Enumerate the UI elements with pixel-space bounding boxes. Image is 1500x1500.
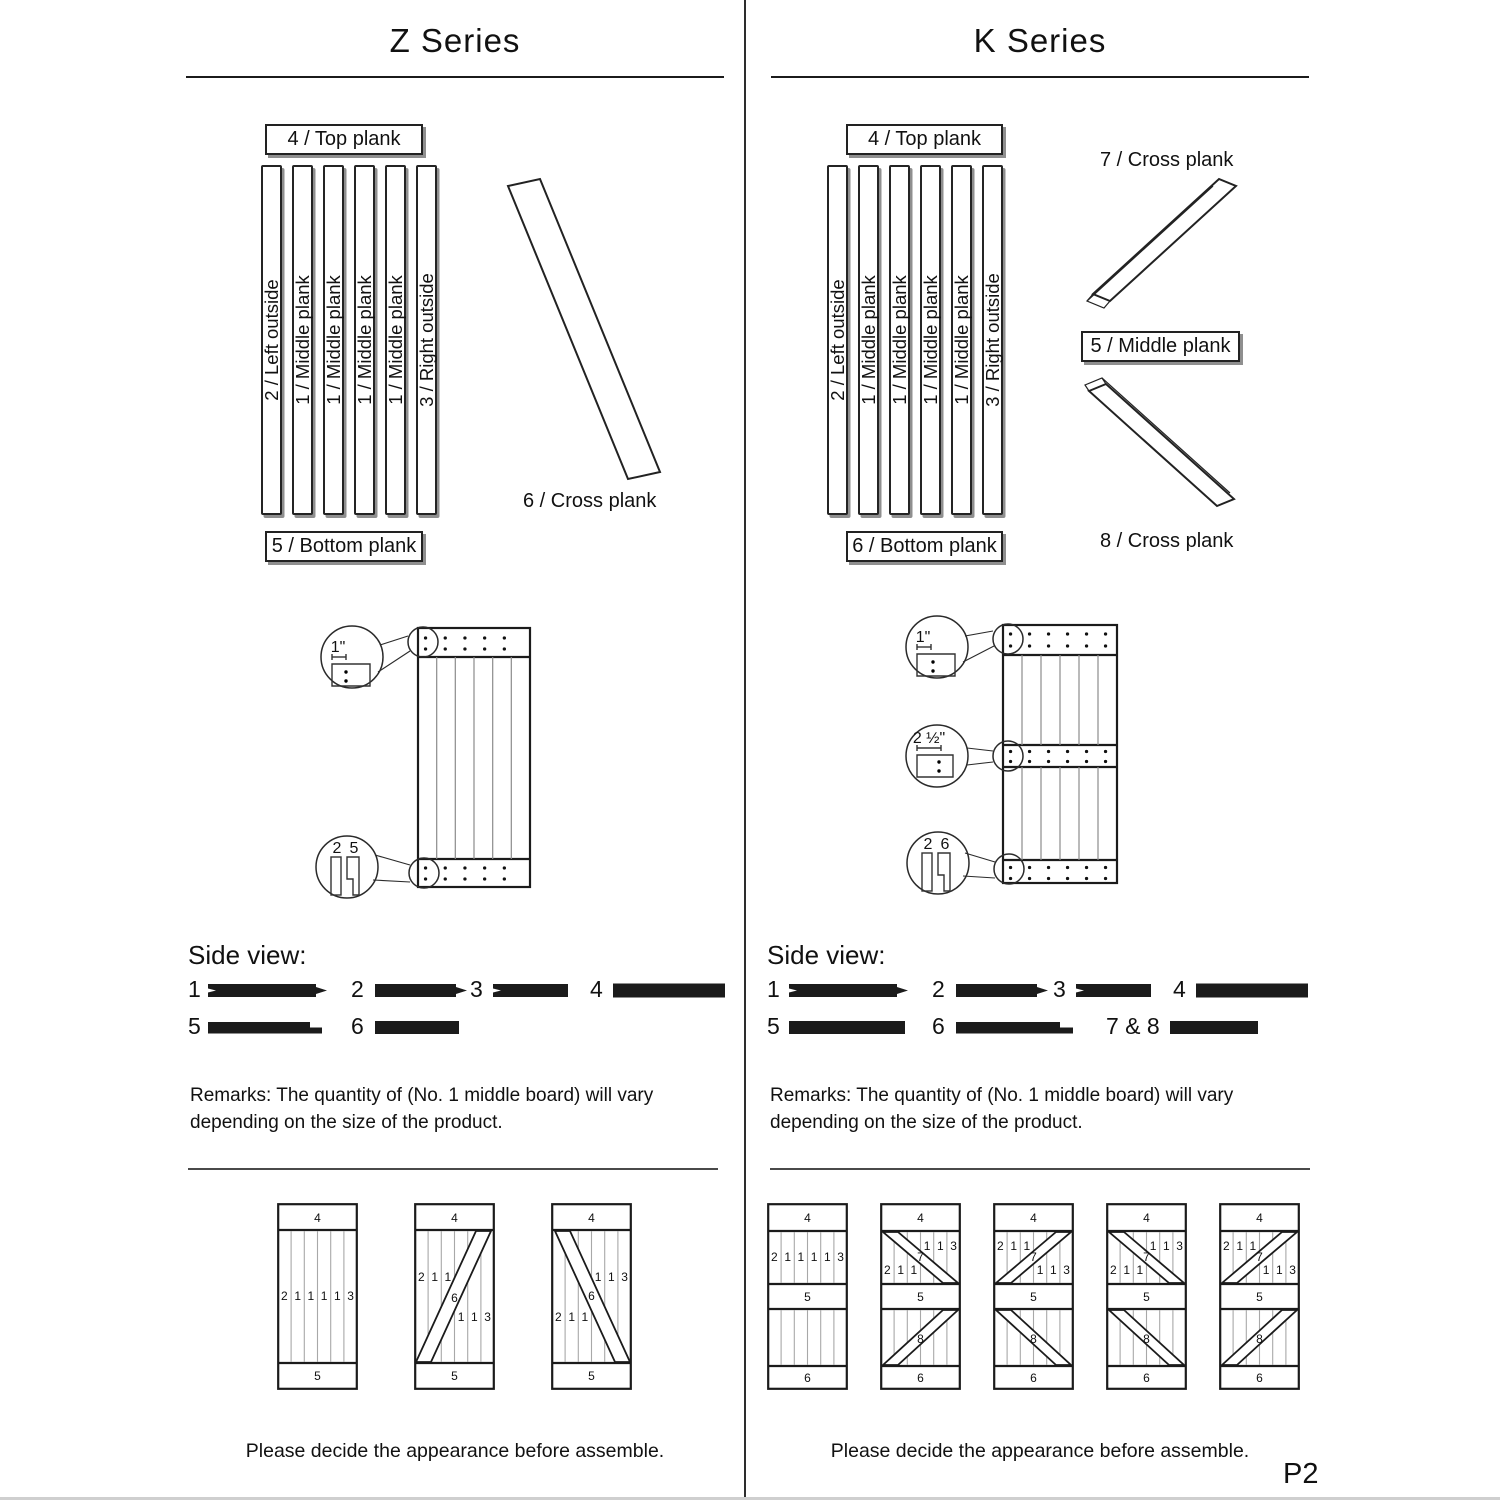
k-profile-3 (1075, 982, 1153, 999)
svg-text:2: 2 (281, 1289, 288, 1303)
k-plank-middle-4 (951, 165, 972, 515)
svg-text:5: 5 (451, 1369, 458, 1383)
svg-text:3: 3 (950, 1239, 957, 1253)
svg-text:6: 6 (940, 836, 950, 853)
svg-text:1: 1 (307, 1289, 315, 1303)
k-profile-4 (1195, 982, 1309, 999)
svg-text:2: 2 (332, 840, 342, 857)
z-detail-top-gap (331, 639, 370, 686)
k-cross-plank-7-diagram (1083, 176, 1238, 321)
svg-text:1: 1 (1162, 1239, 1170, 1253)
z-side-view-num-6: 6 (351, 1013, 364, 1039)
svg-text:1: 1 (607, 1270, 615, 1284)
svg-text:3: 3 (1176, 1239, 1183, 1253)
svg-text:4: 4 (314, 1211, 321, 1225)
svg-text:4: 4 (804, 1211, 811, 1225)
z-profile-5 (207, 1019, 325, 1036)
svg-text:8: 8 (917, 1332, 924, 1346)
svg-text:4: 4 (917, 1211, 924, 1225)
svg-text:6: 6 (804, 1371, 811, 1385)
svg-text:3: 3 (621, 1270, 628, 1284)
svg-text:1: 1 (936, 1239, 944, 1253)
k-side-view-num-2: 2 (932, 976, 945, 1002)
svg-text:2 ½": 2 ½" (912, 730, 946, 747)
svg-text:1: 1 (797, 1250, 805, 1264)
svg-text:4: 4 (1030, 1211, 1037, 1225)
svg-text:7: 7 (1256, 1250, 1263, 1264)
z-plank-right-outside (416, 165, 437, 515)
k-door-options (767, 1203, 1300, 1390)
z-detail-bottom-joint (331, 840, 359, 895)
svg-text:2: 2 (771, 1250, 778, 1264)
svg-text:1: 1 (1010, 1239, 1018, 1253)
z-plank-middle-2 (323, 165, 344, 515)
svg-text:1: 1 (431, 1270, 439, 1284)
k-detail-middle-gap (913, 730, 953, 777)
svg-text:1: 1 (1036, 1263, 1044, 1277)
z-profile-2 (374, 982, 468, 999)
k-middle-plank-label: 5 / Middle plank (1081, 331, 1240, 362)
svg-text:1: 1 (923, 1239, 931, 1253)
svg-text:1: 1 (294, 1289, 302, 1303)
svg-text:7: 7 (917, 1250, 924, 1264)
k-door-option-up-down (993, 1203, 1074, 1390)
svg-text:1: 1 (1136, 1263, 1144, 1277)
svg-text:5: 5 (917, 1290, 924, 1304)
k-plank-set (827, 165, 1003, 515)
z-plank-label: 2 / Left outside (260, 279, 282, 401)
svg-text:2: 2 (884, 1263, 891, 1277)
z-plank-middle-1 (292, 165, 313, 515)
z-plank-middle-4 (385, 165, 406, 515)
svg-text:1: 1 (1262, 1263, 1270, 1277)
z-plank-left-outside (261, 165, 282, 515)
svg-text:8: 8 (1030, 1332, 1037, 1346)
svg-text:6: 6 (451, 1291, 458, 1305)
k-side-view-num-1: 1 (767, 976, 780, 1002)
k-plank-middle-2 (889, 165, 910, 515)
svg-text:2: 2 (555, 1310, 562, 1324)
z-plank-label: 1 / Middle plank (291, 275, 313, 405)
svg-text:1: 1 (897, 1263, 905, 1277)
k-title-underline (771, 76, 1309, 78)
z-door-options (277, 1203, 632, 1390)
z-plank-middle-3 (354, 165, 375, 515)
k-cross-plank-7-label: 7 / Cross plank (1100, 149, 1234, 171)
svg-text:1: 1 (470, 1310, 478, 1324)
z-cross-plank-label: 6 / Cross plank (523, 490, 657, 512)
column-divider (744, 0, 746, 1497)
z-profile-4 (612, 982, 726, 999)
svg-text:1: 1 (1023, 1239, 1031, 1253)
svg-text:8: 8 (1143, 1332, 1150, 1346)
k-remarks: Remarks: The quantity of (No. 1 middle board) will vary depending on the size of the product. (770, 1085, 1234, 1133)
svg-text:1: 1 (1149, 1239, 1157, 1253)
z-side-view-num-2: 2 (351, 976, 364, 1002)
k-detail-top-gap (916, 629, 955, 676)
z-profile-1 (207, 982, 329, 999)
svg-text:5: 5 (1256, 1290, 1263, 1304)
svg-text:6: 6 (1256, 1371, 1263, 1385)
z-side-view-num-4: 4 (590, 976, 603, 1002)
svg-text:2: 2 (1223, 1239, 1230, 1253)
z-plank-label: 1 / Middle plank (322, 275, 344, 405)
k-series-column (745, 0, 1500, 1500)
k-profile-2 (955, 982, 1049, 999)
k-profile-5 (788, 1019, 906, 1036)
k-side-view-heading: Side view: (767, 940, 886, 970)
k-assembly-diagram (895, 612, 1180, 904)
k-cross-plank-8-diagram (1083, 371, 1238, 516)
svg-text:1: 1 (594, 1270, 602, 1284)
k-plank-label: 3 / Right outside (981, 273, 1003, 407)
z-series-title: Z Series (389, 22, 521, 59)
svg-text:3: 3 (484, 1310, 491, 1324)
k-door-option-plain (767, 1203, 848, 1390)
z-side-view-num-5: 5 (188, 1013, 201, 1039)
svg-text:6: 6 (1143, 1371, 1150, 1385)
k-bottom-plank-label: 6 / Bottom plank (846, 531, 1003, 562)
z-door-option-diagonal-up (414, 1203, 495, 1390)
k-plank-label: 1 / Middle plank (888, 275, 910, 405)
svg-text:5: 5 (1143, 1290, 1150, 1304)
k-side-view-num-6: 6 (932, 1013, 945, 1039)
k-plank-label: 1 / Middle plank (919, 275, 941, 405)
k-door-option-down-down (1106, 1203, 1187, 1390)
k-door-option-up-up (1219, 1203, 1300, 1390)
svg-text:1: 1 (1236, 1239, 1244, 1253)
svg-text:1: 1 (444, 1270, 452, 1284)
z-series-column (0, 0, 745, 1500)
svg-text:8: 8 (1256, 1332, 1263, 1346)
k-profile-78 (1169, 1019, 1259, 1036)
k-plank-label: 1 / Middle plank (950, 275, 972, 405)
svg-text:1: 1 (810, 1250, 818, 1264)
z-plank-label: 1 / Middle plank (384, 275, 406, 405)
svg-text:6: 6 (588, 1289, 595, 1303)
svg-text:1: 1 (568, 1310, 576, 1324)
k-profile-1 (788, 982, 910, 999)
svg-text:1: 1 (320, 1289, 328, 1303)
k-plank-right-outside (982, 165, 1003, 515)
svg-text:1: 1 (1123, 1263, 1131, 1277)
svg-text:1: 1 (784, 1250, 792, 1264)
k-section-divider (770, 1168, 1310, 1170)
svg-text:3: 3 (347, 1289, 354, 1303)
k-plank-middle-1 (858, 165, 879, 515)
svg-text:5: 5 (588, 1369, 595, 1383)
z-section-divider (188, 1168, 718, 1170)
k-side-view-num-4: 4 (1173, 976, 1186, 1002)
z-remarks: Remarks: The quantity of (No. 1 middle board) will vary depending on the size of the product. (190, 1085, 654, 1133)
k-cross-plank-8-label: 8 / Cross plank (1100, 530, 1234, 552)
z-cross-plank-diagram (504, 176, 664, 486)
svg-text:6: 6 (1030, 1371, 1037, 1385)
k-plank-label: 2 / Left outside (826, 279, 848, 401)
svg-text:1: 1 (457, 1310, 465, 1324)
z-door-option-diagonal-down (551, 1203, 632, 1390)
svg-text:2: 2 (997, 1239, 1004, 1253)
z-side-view-heading: Side view: (188, 940, 307, 970)
svg-text:4: 4 (588, 1211, 595, 1225)
svg-text:4: 4 (1143, 1211, 1150, 1225)
k-top-plank-label: 4 / Top plank (846, 124, 1003, 155)
k-side-view-num-3: 3 (1053, 976, 1066, 1002)
z-plank-label: 3 / Right outside (415, 273, 437, 407)
k-series-title: K Series (973, 22, 1107, 59)
k-caption: Please decide the appearance before assemble. (830, 1440, 1250, 1462)
svg-text:2: 2 (1110, 1263, 1117, 1277)
svg-text:1: 1 (1049, 1263, 1057, 1277)
page-number: P2 (1283, 1458, 1319, 1490)
z-bottom-plank-label: 5 / Bottom plank (265, 531, 423, 562)
z-side-view-num-1: 1 (188, 976, 201, 1002)
svg-text:1: 1 (1275, 1263, 1283, 1277)
svg-text:5: 5 (1030, 1290, 1037, 1304)
k-side-view-num-5: 5 (767, 1013, 780, 1039)
svg-text:1: 1 (1249, 1239, 1257, 1253)
k-door-option-down-up (880, 1203, 961, 1390)
svg-text:1: 1 (581, 1310, 589, 1324)
z-assembly-diagram (300, 612, 585, 904)
svg-text:1": 1" (915, 629, 931, 646)
z-caption: Please decide the appearance before assemble. (245, 1440, 665, 1462)
z-title-underline (186, 76, 724, 78)
svg-text:2: 2 (418, 1270, 425, 1284)
svg-text:3: 3 (1063, 1263, 1070, 1277)
svg-text:4: 4 (1256, 1211, 1263, 1225)
svg-text:4: 4 (451, 1211, 458, 1225)
z-door-option-plain (277, 1203, 358, 1390)
k-plank-middle-3 (920, 165, 941, 515)
z-profile-3 (492, 982, 570, 999)
z-profile-6 (374, 1019, 460, 1036)
k-plank-left-outside (827, 165, 848, 515)
k-profile-6 (955, 1019, 1075, 1036)
z-plank-set (261, 165, 437, 515)
svg-text:1: 1 (333, 1289, 341, 1303)
svg-text:3: 3 (837, 1250, 844, 1264)
svg-text:5: 5 (349, 840, 359, 857)
svg-text:7: 7 (1143, 1250, 1150, 1264)
z-top-plank-label: 4 / Top plank (265, 124, 423, 155)
z-side-view-num-3: 3 (470, 976, 483, 1002)
svg-text:5: 5 (314, 1369, 321, 1383)
svg-text:1": 1" (330, 639, 346, 656)
k-plank-label: 1 / Middle plank (857, 275, 879, 405)
svg-text:2: 2 (923, 836, 933, 853)
svg-text:3: 3 (1289, 1263, 1296, 1277)
z-plank-label: 1 / Middle plank (353, 275, 375, 405)
svg-text:1: 1 (910, 1263, 918, 1277)
svg-text:5: 5 (804, 1290, 811, 1304)
k-detail-bottom-joint (922, 836, 950, 891)
svg-text:6: 6 (917, 1371, 924, 1385)
k-side-view-num-78: 7 & 8 (1106, 1013, 1160, 1039)
svg-text:1: 1 (823, 1250, 831, 1264)
svg-text:7: 7 (1030, 1250, 1037, 1264)
